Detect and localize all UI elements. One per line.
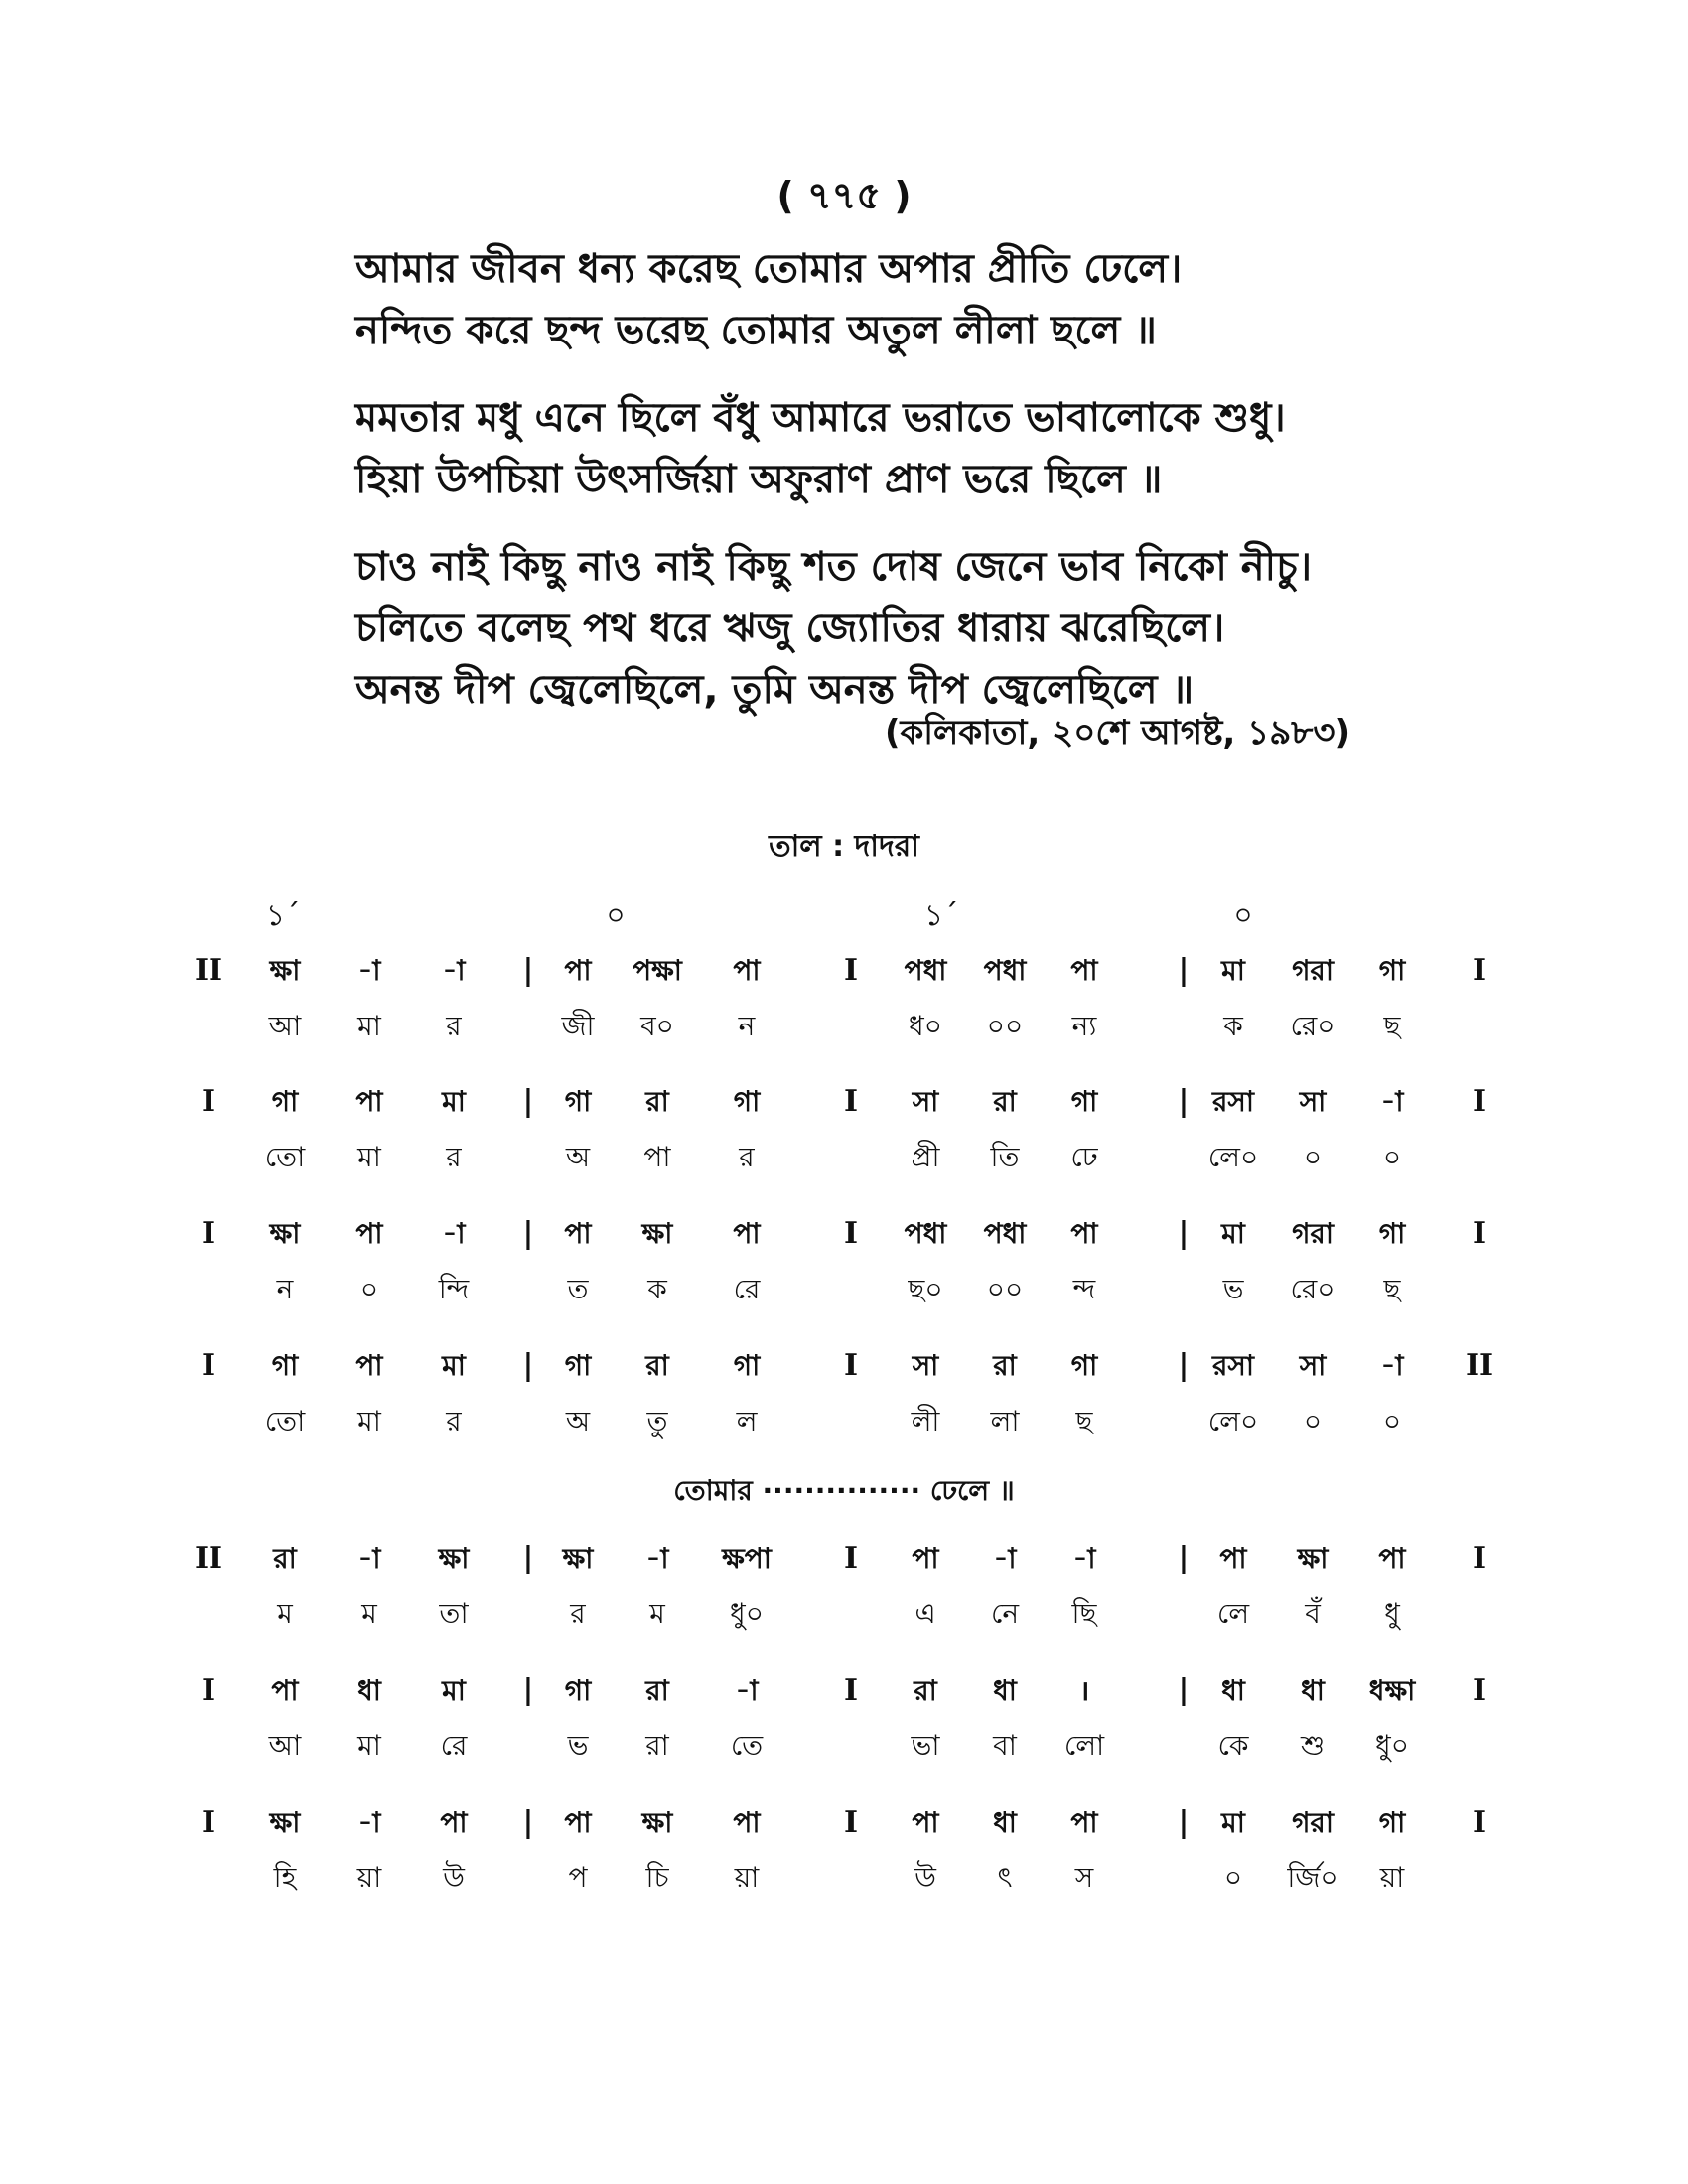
poem-line: অনন্ত দীপ জ্বেলেছিলে, তুমি অনন্ত দীপ জ্বেলেছিলে ॥ — [355, 667, 1195, 713]
swara-cell: রা — [914, 1674, 937, 1706]
swara-cell: ক্ষা — [269, 1806, 301, 1839]
beat-divider: | — [1178, 953, 1190, 988]
lyric-cell: শু — [1300, 1729, 1326, 1762]
beat-divider: | — [522, 1084, 534, 1119]
swara-cell: ধা — [993, 1674, 1017, 1706]
lyric-cell: অ — [565, 1405, 591, 1437]
swara-cell: ধা — [1221, 1674, 1245, 1706]
beat-divider: | — [522, 1673, 534, 1707]
swara-cell: -া — [357, 1542, 381, 1574]
lyric-cell: ছ — [1075, 1405, 1093, 1437]
swara-cell: রসা — [1211, 1349, 1255, 1382]
lyric-cell: তো — [264, 1141, 306, 1173]
swara-cell: -া — [1380, 1349, 1404, 1382]
bar-line-end: I — [1472, 1673, 1487, 1707]
bar-line-end: I — [1472, 1541, 1487, 1575]
swara-cell: পা — [355, 1085, 383, 1118]
swara-cell: পধা — [904, 954, 947, 987]
lyric-cell: মা — [357, 1729, 381, 1762]
bar-line-end: I — [1472, 953, 1487, 988]
swara-cell: রা — [645, 1674, 669, 1706]
bar-line-start: II — [194, 1541, 223, 1575]
lyric-cell: ০০ — [986, 1273, 1024, 1305]
lyric-cell: ব০ — [640, 1010, 674, 1042]
lyric-cell: উ — [443, 1861, 465, 1894]
bar-line-start: II — [194, 953, 223, 988]
beat-divider: | — [1178, 1541, 1190, 1575]
swara-cell: পা — [440, 1806, 468, 1839]
lyric-cell: জী — [561, 1010, 595, 1042]
beat-mark: ০ — [1233, 898, 1253, 933]
swara-cell: মা — [1221, 954, 1245, 987]
lyric-cell: আ — [268, 1010, 302, 1042]
lyric-cell: র — [739, 1141, 755, 1173]
swara-cell: -া — [357, 954, 381, 987]
swara-cell: । — [1078, 1674, 1090, 1706]
swara-cell: পা — [355, 1217, 383, 1250]
swara-cell: পা — [1070, 1806, 1098, 1839]
beat-divider: I — [843, 1673, 859, 1707]
swara-cell: ক্ষা — [562, 1542, 594, 1574]
lyric-cell: তো — [264, 1405, 306, 1437]
swara-cell: গা — [564, 1085, 592, 1118]
bar-line-start: I — [201, 1084, 216, 1119]
swara-cell: -া — [645, 1542, 669, 1574]
poem-line: হিয়া উপচিয়া উৎসর্জিয়া অফুরাণ প্রাণ ভরে ছিলে ॥ — [355, 457, 1163, 502]
swara-cell: -া — [735, 1674, 759, 1706]
lyric-cell: ছ০ — [908, 1273, 943, 1305]
lyric-cell: লে — [1216, 1597, 1250, 1630]
swara-cell: পা — [912, 1542, 939, 1574]
swara-cell: মা — [1221, 1806, 1245, 1839]
lyric-cell: মা — [357, 1405, 381, 1437]
swara-cell: পধা — [983, 1217, 1027, 1250]
lyric-cell: ন — [738, 1010, 756, 1042]
lyric-cell: পা — [643, 1141, 671, 1173]
lyric-cell: ক — [1223, 1010, 1243, 1042]
lyric-cell: তু — [646, 1405, 668, 1437]
bar-line-end: II — [1465, 1348, 1494, 1383]
lyric-cell: র — [446, 1405, 462, 1437]
swara-cell: গা — [564, 1349, 592, 1382]
lyric-cell: র — [570, 1597, 586, 1630]
swara-cell: ক্ষা — [269, 954, 301, 987]
lyric-cell: ০ — [1382, 1405, 1402, 1437]
lyric-cell: আ — [268, 1729, 302, 1762]
swara-cell: গা — [271, 1085, 299, 1118]
bar-line-start: I — [201, 1216, 216, 1251]
swara-cell: গরা — [1292, 954, 1334, 987]
bar-line-start: I — [201, 1673, 216, 1707]
swara-cell: গা — [1378, 954, 1406, 987]
swara-cell: ধক্ষা — [1368, 1674, 1416, 1706]
lyric-cell: ল — [736, 1405, 758, 1437]
beat-mark: ১´ — [265, 898, 301, 933]
lyric-cell: ছ — [1383, 1273, 1401, 1305]
lyric-cell: র — [446, 1010, 462, 1042]
swara-cell: গরা — [1292, 1217, 1334, 1250]
swara-cell: মা — [1221, 1217, 1245, 1250]
bar-line-start: I — [201, 1805, 216, 1840]
bar-line-start: I — [201, 1348, 216, 1383]
swara-cell: মা — [442, 1085, 466, 1118]
lyric-cell: স — [1074, 1861, 1094, 1894]
lyric-cell: ন — [276, 1273, 294, 1305]
swara-cell: গা — [564, 1674, 592, 1706]
lyric-cell: মা — [357, 1010, 381, 1042]
swara-cell: ক্ষা — [438, 1542, 470, 1574]
swara-cell: রা — [273, 1542, 297, 1574]
swara-cell: গা — [271, 1349, 299, 1382]
swara-cell: -া — [442, 954, 466, 987]
lyric-cell: ন্দ — [1072, 1273, 1096, 1305]
swara-cell: পা — [1070, 954, 1098, 987]
swara-cell: গা — [1378, 1806, 1406, 1839]
swara-cell: সা — [1299, 1349, 1327, 1382]
lyric-cell: ধু০ — [730, 1597, 764, 1630]
swara-cell: পা — [564, 954, 592, 987]
beat-divider: | — [1178, 1084, 1190, 1119]
swara-cell: পা — [912, 1806, 939, 1839]
bar-line-end: I — [1472, 1805, 1487, 1840]
lyric-cell: য়া — [356, 1861, 382, 1894]
lyric-cell: লো — [1063, 1729, 1105, 1762]
lyric-cell: ০ — [1382, 1141, 1402, 1173]
swara-cell: রসা — [1211, 1085, 1255, 1118]
swara-cell: পা — [1219, 1542, 1247, 1574]
swara-cell: রা — [993, 1349, 1017, 1382]
lyric-cell: ছি — [1071, 1597, 1097, 1630]
lyric-cell: বঁ — [1305, 1597, 1321, 1630]
swara-cell: পা — [733, 954, 761, 987]
lyric-cell: প — [568, 1861, 588, 1894]
lyric-cell: ছ — [1383, 1010, 1401, 1042]
lyric-cell: ন্য — [1071, 1010, 1097, 1042]
lyric-cell: তি — [990, 1141, 1020, 1173]
lyric-cell: ন্দি — [438, 1273, 470, 1305]
page-number: ( ৭৭৫ ) — [776, 174, 912, 217]
lyric-cell: তে — [730, 1729, 764, 1762]
lyric-cell: রে০ — [1290, 1273, 1336, 1305]
swara-cell: ক্ষপা — [722, 1542, 772, 1574]
beat-divider: | — [1178, 1348, 1190, 1383]
lyric-cell: ঢে — [1070, 1141, 1098, 1173]
beat-divider: | — [522, 953, 534, 988]
lyric-cell: র্জি০ — [1287, 1861, 1338, 1894]
lyric-cell: ০ — [359, 1273, 379, 1305]
lyric-cell: রে০ — [1290, 1010, 1336, 1042]
bar-line-end: I — [1472, 1084, 1487, 1119]
beat-divider: | — [1178, 1673, 1190, 1707]
lyric-cell: ক — [647, 1273, 667, 1305]
swara-cell: পা — [733, 1217, 761, 1250]
swara-cell: গা — [1070, 1349, 1098, 1382]
swara-cell: সা — [1299, 1085, 1327, 1118]
swara-cell: রা — [645, 1085, 669, 1118]
swara-cell: পা — [564, 1806, 592, 1839]
swara-cell: গরা — [1292, 1806, 1334, 1839]
lyric-cell: য়া — [1379, 1861, 1405, 1894]
lyric-cell: ম — [277, 1597, 293, 1630]
lyric-cell: ধু০ — [1375, 1729, 1409, 1762]
lyric-cell: ০০ — [986, 1010, 1024, 1042]
lyric-cell: ভা — [911, 1729, 940, 1762]
beat-mark: ১´ — [923, 898, 959, 933]
swara-cell: গা — [1070, 1085, 1098, 1118]
beat-divider: | — [522, 1348, 534, 1383]
lyric-cell: বা — [993, 1729, 1017, 1762]
lyric-cell: নে — [990, 1597, 1020, 1630]
swara-cell: পা — [355, 1349, 383, 1382]
lyric-cell: চি — [645, 1861, 669, 1894]
poem-line: আমার জীবন ধন্য করেছ তোমার অপার প্রীতি ঢেলে। — [355, 246, 1183, 292]
swara-cell: ক্ষা — [1297, 1542, 1329, 1574]
swara-cell: পা — [564, 1217, 592, 1250]
swara-cell: ধা — [993, 1806, 1017, 1839]
swara-cell: পক্ষা — [633, 954, 682, 987]
refrain-reference: তোমার ··············· ঢেলে ॥ — [673, 1474, 1015, 1507]
beat-divider: | — [1178, 1805, 1190, 1840]
swara-cell: সা — [912, 1085, 939, 1118]
swara-cell: সা — [912, 1349, 939, 1382]
lyric-cell: রে — [440, 1729, 468, 1762]
swara-cell: -া — [1072, 1542, 1096, 1574]
lyric-cell: ০ — [1303, 1405, 1323, 1437]
lyric-cell: ৎ — [997, 1861, 1013, 1894]
swara-cell: রা — [993, 1085, 1017, 1118]
swara-cell: পধা — [904, 1217, 947, 1250]
lyric-cell: লী — [911, 1405, 940, 1437]
swara-cell: ক্ষা — [269, 1217, 301, 1250]
lyric-cell: ধ০ — [909, 1010, 942, 1042]
swara-cell: গা — [1378, 1217, 1406, 1250]
lyric-cell: ম — [649, 1597, 665, 1630]
lyric-cell: ০ — [1223, 1861, 1243, 1894]
swara-cell: ধা — [357, 1674, 381, 1706]
lyric-cell: তা — [439, 1597, 469, 1630]
lyric-cell: কে — [1217, 1729, 1249, 1762]
poem-line: নন্দিত করে ছন্দ ভরেছ তোমার অতুল লীলা ছলে ॥ — [355, 308, 1157, 353]
lyric-cell: র — [446, 1141, 462, 1173]
lyric-cell: প্রী — [911, 1141, 940, 1173]
lyric-cell: রা — [645, 1729, 669, 1762]
swara-cell: মা — [442, 1349, 466, 1382]
swara-cell: -া — [357, 1806, 381, 1839]
swara-cell: ক্ষা — [641, 1806, 673, 1839]
beat-divider: I — [843, 1805, 859, 1840]
lyric-cell: রে — [733, 1273, 761, 1305]
lyric-cell: ধু — [1384, 1597, 1400, 1630]
poem-line: মমতার মধু এনে ছিলে বঁধু আমারে ভরাতে ভাবালোকে শুধু। — [355, 395, 1286, 441]
beat-divider: I — [843, 1216, 859, 1251]
swara-cell: -া — [993, 1542, 1017, 1574]
poem-line: চাও নাই কিছু নাও নাই কিছু শত দোষ জেনে ভাব নিকো নীচু। — [355, 544, 1313, 590]
lyric-cell: মা — [357, 1141, 381, 1173]
swara-cell: রা — [645, 1349, 669, 1382]
poem-line: চলিতে বলেছ পথ ধরে ঋজু জ্যোতির ধারায় ঝরেছিলে। — [355, 606, 1225, 651]
lyric-cell: লে০ — [1207, 1405, 1259, 1437]
lyric-cell: ত — [567, 1273, 589, 1305]
tala-heading: তাল : দাদরা — [769, 829, 919, 864]
swara-cell: গা — [733, 1349, 761, 1382]
lyric-cell: লা — [990, 1405, 1020, 1437]
beat-divider: | — [522, 1805, 534, 1840]
swara-cell: ধা — [1301, 1674, 1325, 1706]
swara-cell: পা — [1070, 1217, 1098, 1250]
beat-divider: I — [843, 1084, 859, 1119]
swara-cell: পা — [1378, 1542, 1406, 1574]
beat-mark: ০ — [606, 898, 626, 933]
lyric-cell: ম — [361, 1597, 377, 1630]
swara-cell: মা — [442, 1674, 466, 1706]
swara-cell: পা — [733, 1806, 761, 1839]
beat-divider: I — [843, 953, 859, 988]
bar-line-end: I — [1472, 1216, 1487, 1251]
lyric-cell: ০ — [1303, 1141, 1323, 1173]
swara-cell: গা — [733, 1085, 761, 1118]
swara-cell: ক্ষা — [641, 1217, 673, 1250]
lyric-cell: য়া — [734, 1861, 760, 1894]
place-date: (কলিকাতা, ২০শে আগষ্ট, ১৯৮৩) — [884, 713, 1350, 752]
lyric-cell: ভ — [567, 1729, 589, 1762]
swara-cell: পা — [271, 1674, 299, 1706]
beat-divider: | — [522, 1216, 534, 1251]
lyric-cell: এ — [914, 1597, 936, 1630]
lyric-cell: ভ — [1222, 1273, 1244, 1305]
lyric-cell: হি — [273, 1861, 297, 1894]
beat-divider: I — [843, 1348, 859, 1383]
swara-cell: -া — [442, 1217, 466, 1250]
beat-divider: I — [843, 1541, 859, 1575]
swara-cell: পধা — [983, 954, 1027, 987]
lyric-cell: উ — [914, 1861, 936, 1894]
beat-divider: | — [1178, 1216, 1190, 1251]
swara-cell: -া — [1380, 1085, 1404, 1118]
lyric-cell: অ — [565, 1141, 591, 1173]
beat-divider: | — [522, 1541, 534, 1575]
lyric-cell: লে০ — [1207, 1141, 1259, 1173]
